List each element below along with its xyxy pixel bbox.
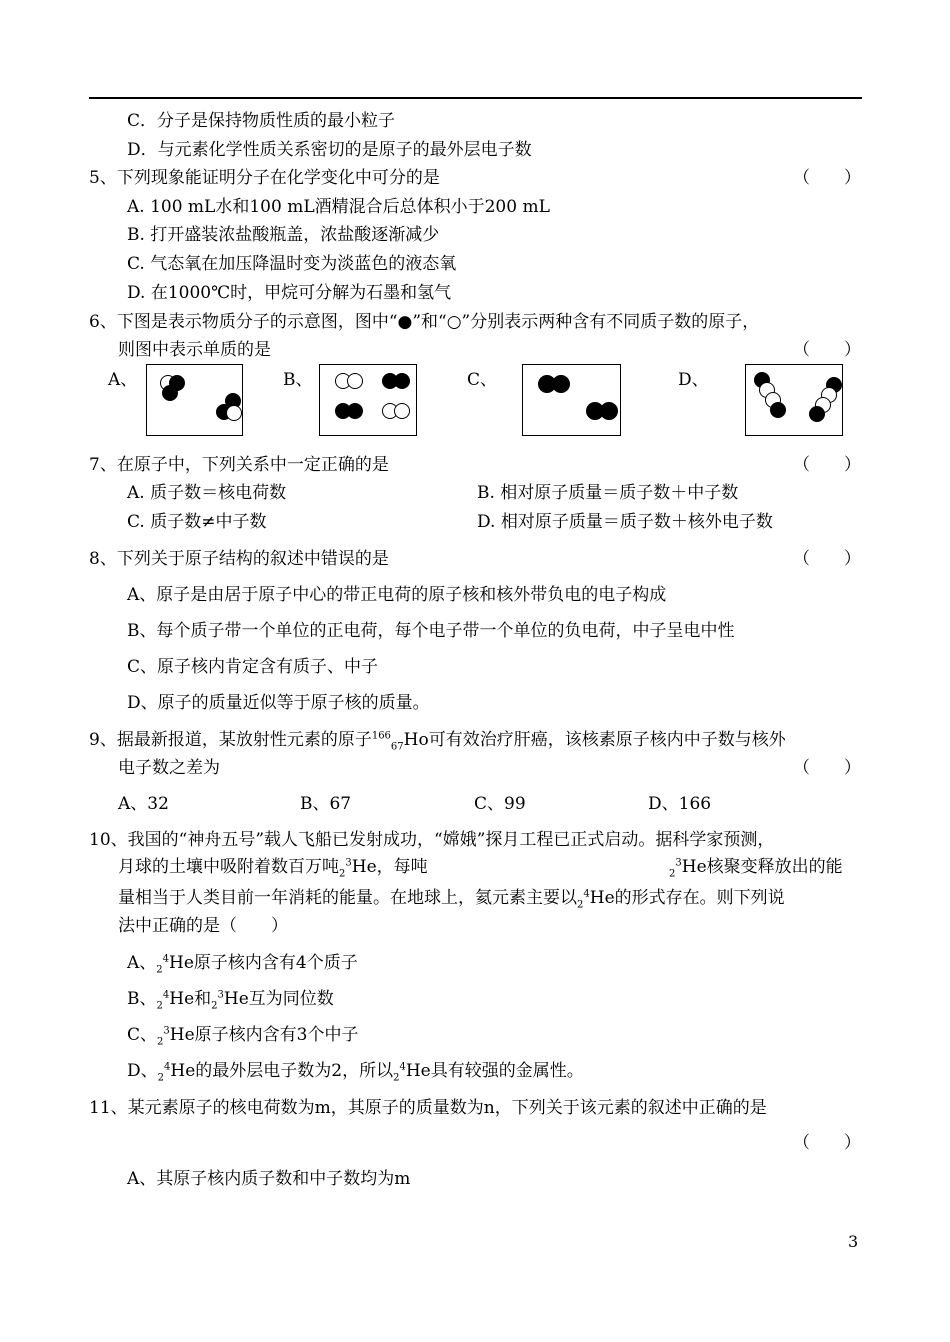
black-atom xyxy=(809,406,825,422)
black-atom xyxy=(162,385,178,401)
q6-figure-b xyxy=(319,364,417,436)
q10-option-b: B、$_2^4$He和$_2^3$He互为同位数 xyxy=(127,989,334,1012)
q6-figure-d xyxy=(745,364,843,436)
q4-option-d: D．与元素化学性质关系密切的是原子的最外层电子数 xyxy=(127,140,532,160)
q7-option-d: D. 相对原子质量＝质子数＋核外电子数 xyxy=(477,512,773,532)
q9-option-d: D、166 xyxy=(648,794,712,814)
q6-stem-2: 则图中表示单质的是 xyxy=(118,340,271,360)
q9-option-c: C、99 xyxy=(474,794,526,814)
q5-stem: 5、下列现象能证明分子在化学变化中可分的是 xyxy=(89,168,440,188)
q10-option-a: A、$_2^4$He原子核内含有4个质子 xyxy=(127,953,358,976)
q6-label-c: C、 xyxy=(467,370,498,390)
white-atom xyxy=(226,405,242,421)
q9-option-a: A、32 xyxy=(118,794,169,814)
q7-option-b: B. 相对原子质量＝质子数＋中子数 xyxy=(477,483,739,503)
q10-stem-3: 量相当于人类目前一年消耗的能量。在地球上，氦元素主要以$_2^4$He的形式存在。则下列说 xyxy=(118,888,785,911)
black-atom xyxy=(394,373,410,389)
black-atom xyxy=(347,403,363,419)
q5-answer-paren: （ ） xyxy=(793,168,861,188)
q9-answer-paren: （ ） xyxy=(793,758,861,778)
q10-stem-2b: $_2^3$He核聚变释放出的能 xyxy=(669,857,843,880)
q6-label-b: B、 xyxy=(283,370,313,390)
q6-answer-paren: （ ） xyxy=(793,340,861,360)
q7-stem: 7、在原子中，下列关系中一定正确的是 xyxy=(89,455,389,475)
q9-stem: 9、据最新报道，某放射性元素的原子$^{166}_{67}$Ho可有效治疗肝癌，该核素原子核内中子数与核外 xyxy=(89,730,786,753)
q8-option-b: B、每个质子带一个单位的正电荷，每个电子带一个单位的负电荷，中子呈电中性 xyxy=(127,621,735,641)
q10-stem-2: 月球的土壤中吸附着数百万吨$_2^3$He，每吨 xyxy=(118,857,428,880)
q10-option-c: C、$_2^3$He原子核内含有3个中子 xyxy=(127,1025,359,1048)
q7-option-c: C. 质子数≠中子数 xyxy=(127,512,267,532)
q6-label-a: A、 xyxy=(108,370,138,390)
q5-option-d: D. 在1000℃时，甲烷可分解为石墨和氢气 xyxy=(127,283,452,303)
q11-stem: 11、某元素原子的核电荷数为m，其原子的质量数为n，下列关于该元素的叙述中正确的是 xyxy=(89,1098,767,1118)
q10-stem-4: 法中正确的是（ ） xyxy=(118,916,288,936)
white-atom xyxy=(347,373,363,389)
q8-option-d: D、原子的质量近似等于原子核的质量。 xyxy=(127,693,430,713)
q6-figure-a xyxy=(146,364,243,436)
q11-answer-paren: （ ） xyxy=(793,1133,861,1153)
black-atom xyxy=(770,402,786,418)
q8-option-c: C、原子核内肯定含有质子、中子 xyxy=(127,657,379,677)
q5-option-c: C. 气态氧在加压降温时变为淡蓝色的液态氧 xyxy=(127,254,457,274)
q4-option-c: C．分子是保持物质性质的最小粒子 xyxy=(127,111,396,131)
q5-option-b: B. 打开盛装浓盐酸瓶盖，浓盐酸逐渐减少 xyxy=(127,225,440,245)
q5-option-a: A. 100 mL水和100 mL酒精混合后总体积小于200 mL xyxy=(127,197,550,217)
q9-option-b: B、67 xyxy=(300,794,352,814)
q8-option-a: A、原子是由居于原子中心的带正电荷的原子核和核外带负电的电子构成 xyxy=(127,585,667,605)
q8-answer-paren: （ ） xyxy=(793,549,861,569)
q9-stem-2: 电子数之差为 xyxy=(118,758,220,778)
page-number: 3 xyxy=(848,1232,859,1251)
black-atom xyxy=(600,402,618,420)
q6-label-d: D、 xyxy=(678,370,709,390)
header-rule xyxy=(89,97,862,99)
q8-stem: 8、下列关于原子结构的叙述中错误的是 xyxy=(89,549,389,569)
q6-stem: 6、下图是表示物质分子的示意图，图中“●”和“○”分别表示两种含有不同质子数的原子， xyxy=(89,312,760,332)
white-atom xyxy=(394,403,410,419)
q10-stem: 10、我国的“神舟五号”载人飞船已发射成功，“嫦娥”探月工程已正式启动。据科学家预测， xyxy=(89,830,775,850)
q11-option-a: A、其原子核内质子数和中子数均为m xyxy=(127,1169,411,1189)
q7-option-a: A. 质子数＝核电荷数 xyxy=(127,483,287,503)
black-atom xyxy=(552,375,570,393)
q6-figure-c xyxy=(522,364,621,436)
q10-option-d: D、$_2^4$He的最外层电子数为2，所以$_2^4$He具有较强的金属性。 xyxy=(127,1061,584,1084)
q7-answer-paren: （ ） xyxy=(793,455,861,475)
